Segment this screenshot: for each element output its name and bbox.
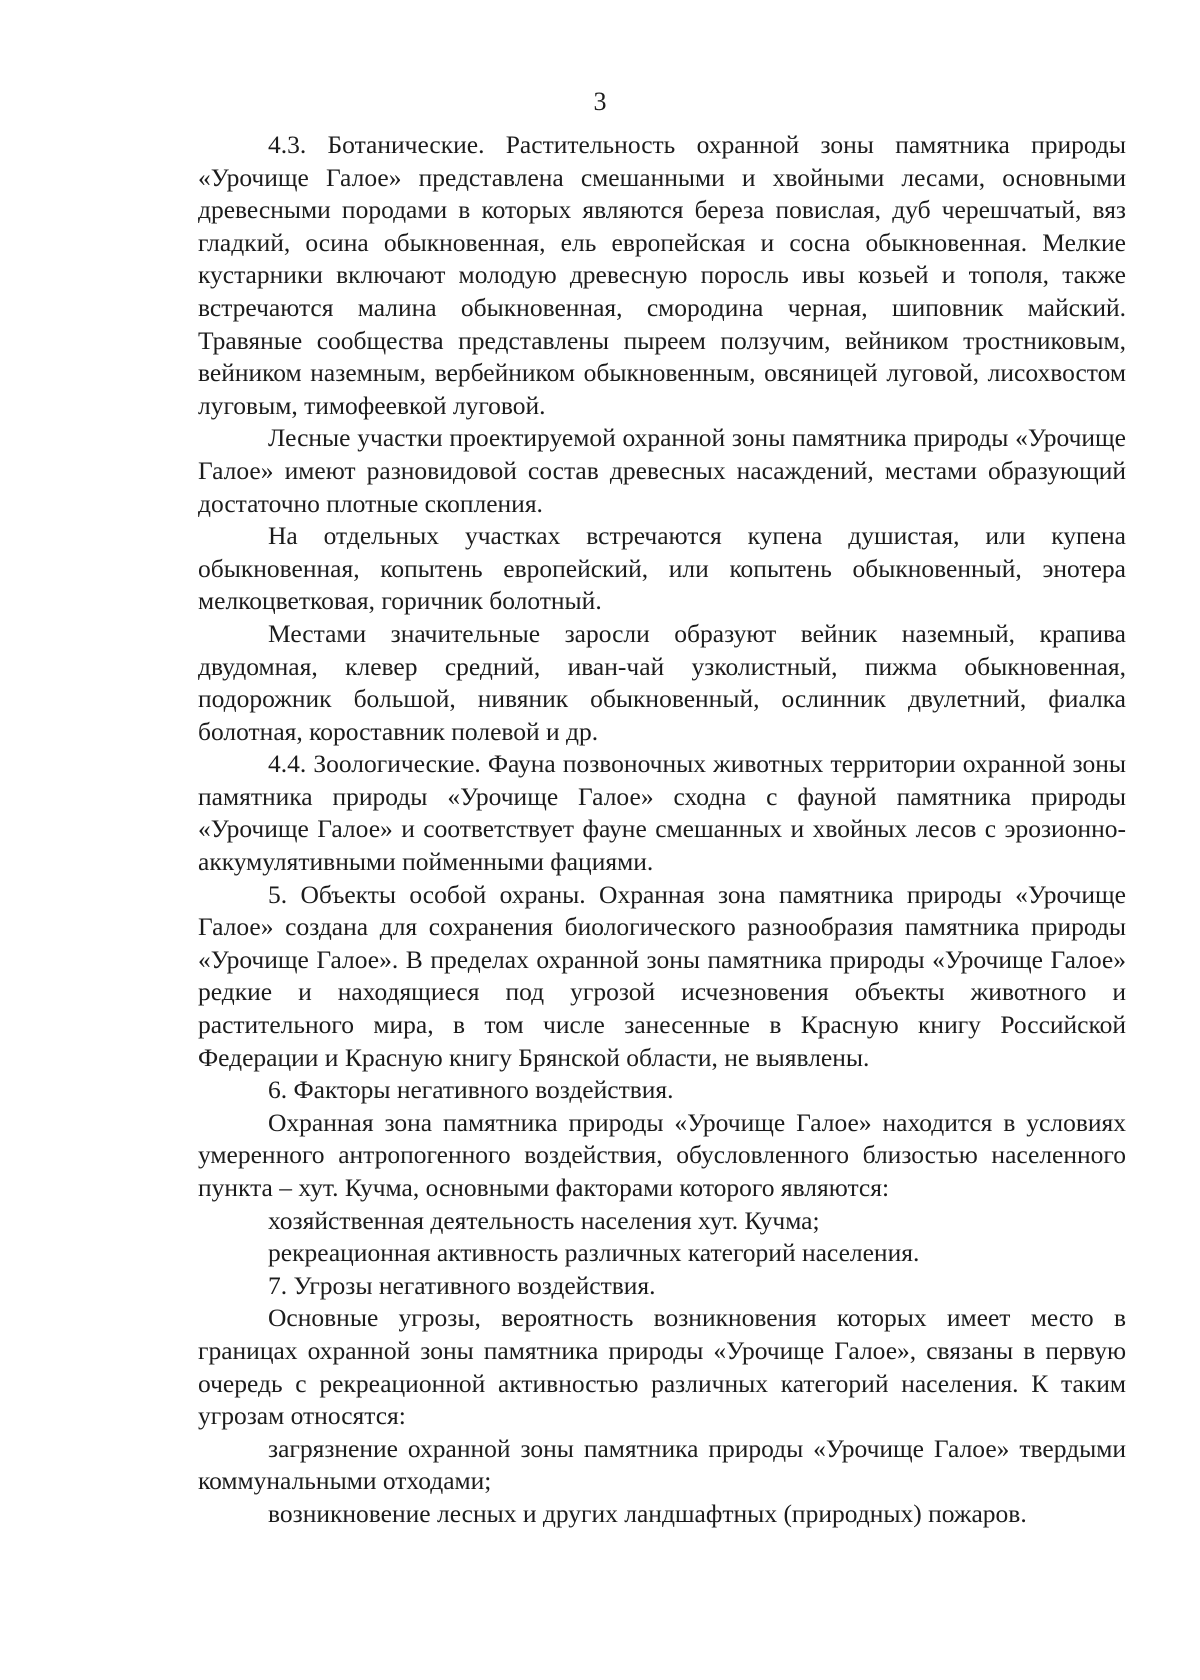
- paragraph-anthropogenic-impact: Охранная зона памятника природы «Урочище Галое» находится в условиях умеренного антропогенного воздействия, обусловленного близостью населенного пункта – хут. Кучма, основными факторами которого являются:: [198, 1107, 1126, 1202]
- list-item-pollution: загрязнение охранной зоны памятника природы «Урочище Галое» твердыми коммунальными отходами;: [198, 1433, 1126, 1496]
- heading-threats: 7. Угрозы негативного воздействия.: [268, 1270, 656, 1300]
- heading-negative-factors: 6. Факторы негативного воздействия.: [268, 1075, 674, 1105]
- paragraph-thickets: Местами значительные заросли образуют вейник наземный, крапива двудомная, клевер средний, иван-чай узколистный, пижма обыкновенная, подорожник большой, нивяник обыкновенный, ослинник двулетний, фиалка болотная, короставник полевой и др.: [198, 618, 1126, 746]
- paragraph-forest-plots: Лесные участки проектируемой охранной зоны памятника природы «Урочище Галое» имеют разновидовой состав древесных насаждений, местами образующий достаточно плотные скопления.: [198, 423, 1126, 518]
- list-item-recreational-activity: рекреационная активность различных категорий населения.: [268, 1238, 920, 1268]
- paragraph-zoological: 4.4. Зоологические. Фауна позвоночных животных территории охранной зоны памятника природы «Урочище Галое» сходна с фауной памятника природы «Урочище Галое» и соответствует фауне смешанных и хвойных лесов с эрозионно-аккумулятивными пойменными фациями.: [198, 749, 1126, 877]
- document-body: [198, 129, 1126, 1531]
- paragraph-botanical: 4.3. Ботанические. Растительность охранной зоны памятника природы «Урочище Галое» представлена смешанными и хвойными лесами, основными древесными породами в которых являются береза повислая, дуб черешчатый, вяз гладкий, осина обыкновенная, ель европейская и сосна обыкновенная. Мелкие кустарники включают молодую древесную поросль ивы козьей и тополя, также встречаются малина обыкновенная, смородина черная, шиповник майский. Травяные сообщества представлены пыреем ползучим, вейником тростниковым, вейником наземным, вербейником обыкновенным, овсяницей луговой, лисохвостом луговым, тимофеевкой луговой.: [198, 130, 1126, 420]
- list-item-economic-activity: хозяйственная деятельность населения хут. Кучма;: [268, 1205, 820, 1235]
- paragraph-individual-plots: На отдельных участках встречаются купена душистая, или купена обыкновенная, копытень европейский, или копытень обыкновенный, энотера мелкоцветковая, горичник болотный.: [198, 521, 1126, 616]
- paragraph-main-threats: Основные угрозы, вероятность возникновения которых имеет место в границах охранной зоны памятника природы «Урочище Галое», связаны в первую очередь с рекреационной активностью различных категорий населения. К таким угрозам относятся:: [198, 1303, 1126, 1431]
- list-item-fires: возникновение лесных и других ландшафтных (природных) пожаров.: [268, 1498, 1027, 1528]
- paragraph-protected-objects: 5. Объекты особой охраны. Охранная зона памятника природы «Урочище Галое» создана для сохранения биологического разнообразия памятника природы «Урочище Галое». В пределах охранной зоны памятника природы «Урочище Галое» редкие и находящиеся под угрозой исчезновения объекты животного и растительного мира, в том числе занесенные в Красную книгу Российской Федерации и Красную книгу Брянской области, не выявлены.: [198, 879, 1126, 1072]
- page-number: 3: [593, 87, 607, 116]
